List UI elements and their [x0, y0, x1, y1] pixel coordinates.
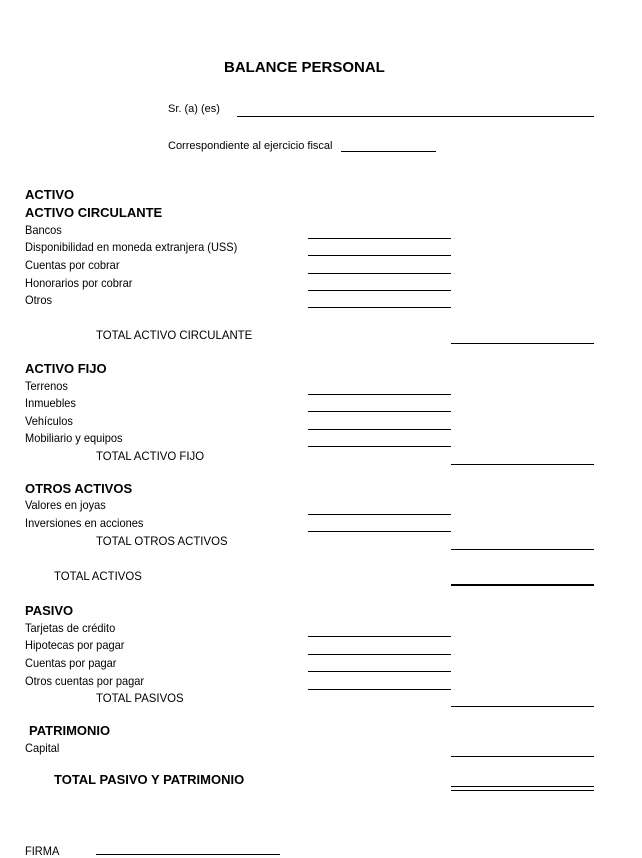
item-capital: Capital: [25, 741, 60, 755]
inmuebles-line[interactable]: [308, 411, 451, 412]
fiscal-period-label: Correspondiente al ejercicio fiscal: [168, 140, 333, 152]
total-otros-activos-label: TOTAL OTROS ACTIVOS: [96, 534, 228, 548]
total-activos-line[interactable]: [451, 584, 594, 586]
firma-label: FIRMA: [25, 844, 60, 858]
total-activo-fijo-line[interactable]: [451, 464, 594, 465]
valores-joyas-line[interactable]: [308, 514, 451, 515]
total-pasivos-label: TOTAL PASIVOS: [96, 691, 184, 705]
otros-activos-heading: OTROS ACTIVOS: [25, 481, 133, 496]
total-pasivos-line[interactable]: [451, 706, 594, 707]
pasivo-heading: PASIVO: [25, 603, 74, 618]
total-activo-circulante-line[interactable]: [451, 343, 594, 344]
item-hipotecas: Hipotecas por pagar: [25, 638, 125, 652]
bancos-line[interactable]: [308, 238, 451, 239]
activo-heading: ACTIVO: [25, 187, 75, 202]
total-otros-activos-line[interactable]: [451, 549, 594, 550]
item-bancos: Bancos: [25, 223, 62, 237]
item-valores-joyas: Valores en joyas: [25, 498, 106, 512]
otros-line[interactable]: [308, 307, 451, 308]
disponibilidad-line[interactable]: [308, 255, 451, 256]
item-disponibilidad: Disponibilidad en moneda extranjera (USS): [25, 240, 238, 254]
item-otros: Otros: [25, 293, 52, 307]
item-tarjetas: Tarjetas de crédito: [25, 621, 116, 635]
cuentas-cobrar-line[interactable]: [308, 273, 451, 274]
activo-circulante-heading: ACTIVO CIRCULANTE: [25, 205, 163, 220]
total-pasivo-patrimonio-label: TOTAL PASIVO Y PATRIMONIO: [54, 772, 245, 787]
item-cuentas-pagar: Cuentas por pagar: [25, 656, 117, 670]
inversiones-line[interactable]: [308, 531, 451, 532]
item-mobiliario: Mobiliario y equipos: [25, 431, 123, 445]
cuentas-pagar-line[interactable]: [308, 671, 451, 672]
hipotecas-line[interactable]: [308, 654, 451, 655]
sr-label: Sr. (a) (es): [168, 103, 220, 115]
item-vehiculos: Vehículos: [25, 414, 73, 428]
item-inmuebles: Inmuebles: [25, 396, 76, 410]
patrimonio-heading: PATRIMONIO: [29, 723, 111, 738]
otros-cuentas-pagar-line[interactable]: [308, 689, 451, 690]
terrenos-line[interactable]: [308, 394, 451, 395]
vehiculos-line[interactable]: [308, 429, 451, 430]
total-activos-label: TOTAL ACTIVOS: [54, 569, 142, 583]
item-otros-cuentas-pagar: Otros cuentas por pagar: [25, 674, 145, 688]
sr-name-line[interactable]: [237, 116, 594, 117]
activo-fijo-heading: ACTIVO FIJO: [25, 361, 107, 376]
item-inversiones: Inversiones en acciones: [25, 516, 144, 530]
total-activo-circulante-label: TOTAL ACTIVO CIRCULANTE: [96, 328, 253, 342]
capital-line[interactable]: [451, 756, 594, 757]
fiscal-period-line[interactable]: [341, 151, 436, 152]
item-cuentas-cobrar: Cuentas por cobrar: [25, 258, 120, 272]
firma-line[interactable]: [96, 854, 280, 855]
total-activo-fijo-label: TOTAL ACTIVO FIJO: [96, 449, 205, 463]
tarjetas-line[interactable]: [308, 636, 451, 637]
item-terrenos: Terrenos: [25, 379, 68, 393]
document-title: BALANCE PERSONAL: [224, 59, 385, 76]
mobiliario-line[interactable]: [308, 446, 451, 447]
honorarios-line[interactable]: [308, 290, 451, 291]
item-honorarios: Honorarios por cobrar: [25, 276, 133, 290]
total-pasivo-patrimonio-line[interactable]: [451, 786, 594, 791]
